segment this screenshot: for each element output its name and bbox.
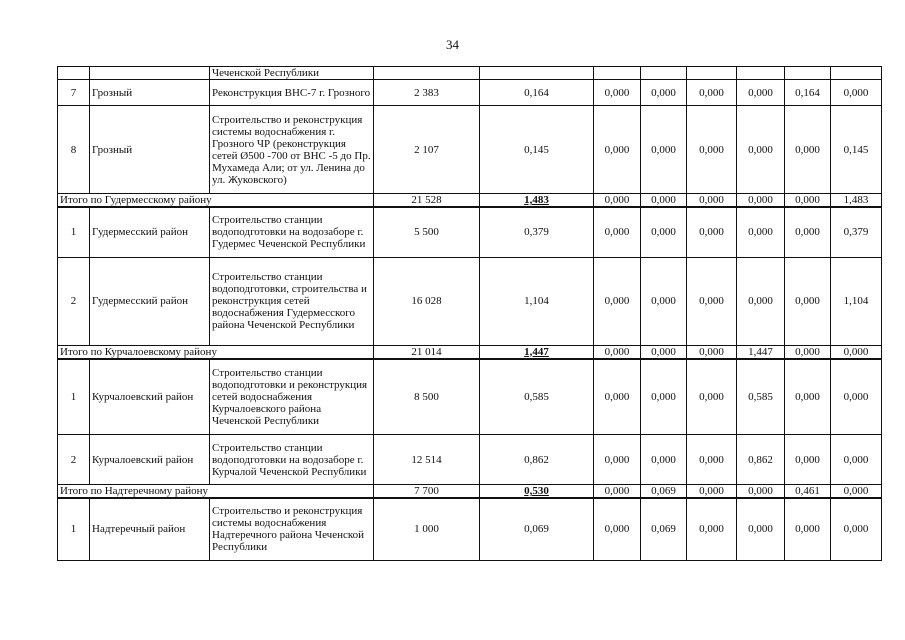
- subtotal-year-value: 0,000: [785, 345, 831, 359]
- description-cell: Строительство и реконструкция системы водоснабжения г. Грозного ЧР (реконструкция сетей Ø500 -700 от ВНС -5 до Пр. Мухамеда Али; от ул. Ленина до ул. Жуковского): [210, 106, 374, 194]
- subtotal-year-value: 0,000: [737, 194, 785, 208]
- subtotal-year-value: 0,000: [687, 345, 737, 359]
- year-value-cell: [737, 67, 785, 80]
- year-value-cell: 0,000: [785, 106, 831, 194]
- year-value-cell: 0,000: [641, 80, 687, 106]
- year-value-cell: 0,000: [831, 80, 882, 106]
- cost-cell: 1 000: [374, 498, 480, 560]
- district-cell: Грозный: [90, 106, 210, 194]
- total-cell: 0,862: [480, 435, 594, 485]
- year-value-cell: 0,000: [737, 257, 785, 345]
- year-value-cell: [594, 67, 641, 80]
- cost-cell: 5 500: [374, 207, 480, 257]
- cost-cell: [374, 67, 480, 80]
- year-value-cell: 0,000: [737, 207, 785, 257]
- table-row: [58, 498, 882, 560]
- table-row: [58, 106, 882, 194]
- total-cell: 1,104: [480, 257, 594, 345]
- year-value-cell: 0,000: [831, 435, 882, 485]
- year-value-cell: 0,000: [594, 359, 641, 435]
- table-row: [58, 435, 882, 485]
- year-value-cell: [831, 67, 882, 80]
- subtotal-year-value: 1,483: [831, 194, 882, 208]
- year-value-cell: 0,000: [641, 435, 687, 485]
- subtotal-cost: 21 014: [374, 345, 480, 359]
- total-cell: [480, 67, 594, 80]
- subtotal-year-value: 0,000: [641, 345, 687, 359]
- year-value-cell: 0,000: [687, 207, 737, 257]
- description-cell: Строительство и реконструкция системы водоснабжения Надтеречного района Чеченской Республики: [210, 498, 374, 560]
- year-value-cell: 0,000: [594, 435, 641, 485]
- row-number-cell: 1: [58, 207, 90, 257]
- year-value-cell: 0,585: [737, 359, 785, 435]
- row-number-cell: 8: [58, 106, 90, 194]
- year-value-cell: 1,104: [831, 257, 882, 345]
- subtotal-year-value: 0,000: [737, 485, 785, 499]
- subtotal-label: Итого по Гудермесскому району: [58, 194, 374, 208]
- subtotal-row: [58, 194, 882, 208]
- year-value-cell: 0,000: [785, 435, 831, 485]
- description-cell: Строительство станции водоподготовки на водозаборе г. Гудермес Чеченской Республики: [210, 207, 374, 257]
- description-cell: Чеченской Республики: [210, 67, 374, 80]
- row-number-cell: 1: [58, 498, 90, 560]
- year-value-cell: 0,000: [785, 257, 831, 345]
- year-value-cell: 0,000: [641, 257, 687, 345]
- subtotal-total: 0,530: [480, 485, 594, 499]
- year-value-cell: 0,000: [687, 80, 737, 106]
- page-number: 34: [446, 37, 459, 52]
- total-cell: 0,379: [480, 207, 594, 257]
- year-value-cell: [687, 67, 737, 80]
- district-cell: [90, 67, 210, 80]
- year-value-cell: 0,000: [687, 435, 737, 485]
- year-value-cell: 0,000: [785, 498, 831, 560]
- subtotal-row: [58, 485, 882, 499]
- row-number-cell: 7: [58, 80, 90, 106]
- year-value-cell: 0,000: [737, 498, 785, 560]
- description-cell: Реконструкция ВНС-7 г. Грозного: [210, 80, 374, 106]
- cost-cell: 2 383: [374, 80, 480, 106]
- district-cell: Гудермесский район: [90, 257, 210, 345]
- district-cell: Курчалоевский район: [90, 359, 210, 435]
- year-value-cell: 0,145: [831, 106, 882, 194]
- investment-table: [57, 66, 882, 561]
- subtotal-year-value: 0,000: [687, 485, 737, 499]
- description-cell: Строительство станции водоподготовки, строительства и реконструкция сетей водоснабжения Гудермесского района Чеченской Республики: [210, 257, 374, 345]
- year-value-cell: 0,000: [594, 106, 641, 194]
- year-value-cell: 0,000: [831, 359, 882, 435]
- row-number-cell: 2: [58, 257, 90, 345]
- description-cell: Строительство станции водоподготовки на водозаборе г. Курчалой Чеченской Республики: [210, 435, 374, 485]
- row-number-cell: 1: [58, 359, 90, 435]
- subtotal-year-value: 0,000: [594, 485, 641, 499]
- table-row: [58, 257, 882, 345]
- table-row: [58, 80, 882, 106]
- subtotal-year-value: 0,000: [831, 485, 882, 499]
- year-value-cell: 0,000: [641, 359, 687, 435]
- subtotal-year-value: 0,461: [785, 485, 831, 499]
- total-cell: 0,145: [480, 106, 594, 194]
- subtotal-year-value: 0,000: [594, 345, 641, 359]
- year-value-cell: [641, 67, 687, 80]
- year-value-cell: 0,000: [594, 80, 641, 106]
- year-value-cell: 0,164: [785, 80, 831, 106]
- subtotal-cost: 21 528: [374, 194, 480, 208]
- cost-cell: 16 028: [374, 257, 480, 345]
- year-value-cell: [785, 67, 831, 80]
- year-value-cell: 0,000: [687, 359, 737, 435]
- subtotal-year-value: 0,000: [594, 194, 641, 208]
- year-value-cell: 0,000: [641, 106, 687, 194]
- subtotal-year-value: 0,000: [687, 194, 737, 208]
- year-value-cell: 0,000: [687, 257, 737, 345]
- subtotal-label: Итого по Надтеречному району: [58, 485, 374, 499]
- district-cell: Надтеречный район: [90, 498, 210, 560]
- year-value-cell: 0,000: [687, 498, 737, 560]
- district-cell: Грозный: [90, 80, 210, 106]
- year-value-cell: 0,000: [785, 207, 831, 257]
- year-value-cell: 0,000: [594, 257, 641, 345]
- table-body: [58, 67, 882, 561]
- year-value-cell: 0,000: [594, 498, 641, 560]
- subtotal-row: [58, 345, 882, 359]
- subtotal-label: Итого по Курчалоевскому району: [58, 345, 374, 359]
- table-row-continuation: [58, 67, 882, 80]
- total-cell: 0,164: [480, 80, 594, 106]
- year-value-cell: 0,000: [594, 207, 641, 257]
- row-number-cell: [58, 67, 90, 80]
- year-value-cell: 0,379: [831, 207, 882, 257]
- table-row: [58, 359, 882, 435]
- table-row: [58, 207, 882, 257]
- year-value-cell: 0,000: [737, 80, 785, 106]
- subtotal-cost: 7 700: [374, 485, 480, 499]
- subtotal-year-value: 0,000: [785, 194, 831, 208]
- cost-cell: 2 107: [374, 106, 480, 194]
- district-cell: Гудермесский район: [90, 207, 210, 257]
- subtotal-year-value: 0,069: [641, 485, 687, 499]
- row-number-cell: 2: [58, 435, 90, 485]
- year-value-cell: 0,000: [687, 106, 737, 194]
- total-cell: 0,585: [480, 359, 594, 435]
- year-value-cell: 0,069: [641, 498, 687, 560]
- description-cell: Строительство станции водоподготовки и реконструкция сетей водоснабжения Курчалоевского района Чеченской Республики: [210, 359, 374, 435]
- subtotal-year-value: 1,447: [737, 345, 785, 359]
- year-value-cell: 0,000: [641, 207, 687, 257]
- total-cell: 0,069: [480, 498, 594, 560]
- year-value-cell: 0,000: [737, 106, 785, 194]
- year-value-cell: 0,000: [831, 498, 882, 560]
- year-value-cell: 0,000: [785, 359, 831, 435]
- district-cell: Курчалоевский район: [90, 435, 210, 485]
- subtotal-total: 1,483: [480, 194, 594, 208]
- cost-cell: 8 500: [374, 359, 480, 435]
- subtotal-year-value: 0,000: [831, 345, 882, 359]
- year-value-cell: 0,862: [737, 435, 785, 485]
- cost-cell: 12 514: [374, 435, 480, 485]
- subtotal-total: 1,447: [480, 345, 594, 359]
- subtotal-year-value: 0,000: [641, 194, 687, 208]
